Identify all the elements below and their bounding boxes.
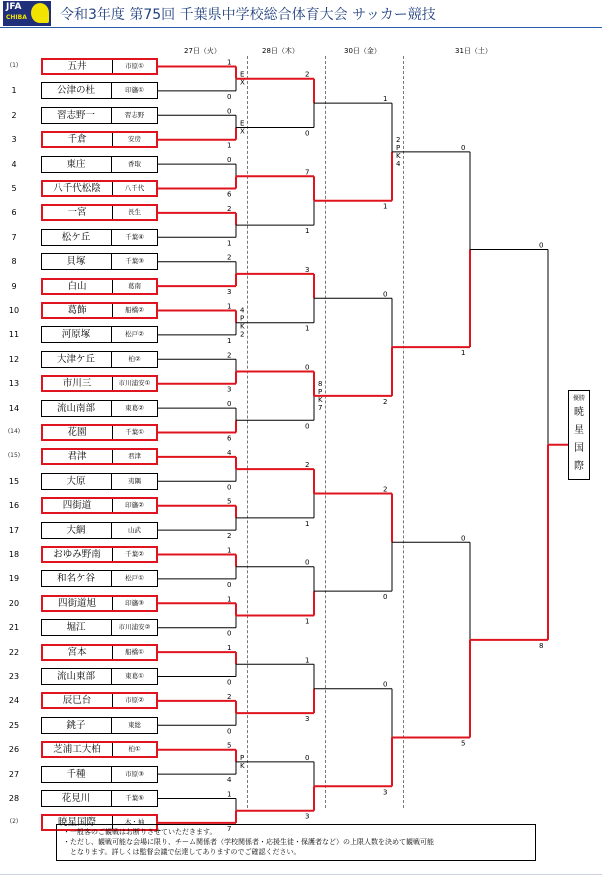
match-score: 2 bbox=[227, 204, 232, 213]
team-name: 東庄 bbox=[66, 158, 86, 170]
team-area: 君津 bbox=[128, 452, 141, 461]
match-score: 0 bbox=[305, 753, 310, 762]
match-note: 7 bbox=[318, 403, 323, 412]
match-score: 0 bbox=[461, 143, 466, 152]
champion-name-char: 際 bbox=[574, 461, 584, 472]
match-note: 8 bbox=[318, 379, 323, 388]
bracket-number: 26 bbox=[8, 745, 20, 755]
match-score: 0 bbox=[305, 363, 310, 372]
match-score: 0 bbox=[305, 558, 310, 567]
match-score: 1 bbox=[227, 595, 232, 604]
champion-box bbox=[568, 390, 590, 480]
team-name: 花園 bbox=[67, 427, 87, 438]
champion-label: 優勝 bbox=[572, 395, 585, 402]
champion-name-char: 国 bbox=[574, 443, 584, 454]
bracket-number: 7 bbox=[11, 232, 17, 242]
team-name: 白山 bbox=[67, 280, 87, 292]
bracket-number: 12 bbox=[8, 354, 20, 364]
team-name: 八千代松陰 bbox=[53, 183, 101, 194]
match-score: 0 bbox=[305, 129, 310, 138]
match-score: 1 bbox=[305, 656, 310, 665]
team-area: 千葉① bbox=[125, 428, 144, 436]
champion-name bbox=[569, 404, 589, 476]
logo-text: JFA bbox=[6, 2, 22, 12]
bracket-number: 5 bbox=[11, 184, 17, 193]
team-name: 流山東部 bbox=[56, 671, 95, 682]
team-name: 市川三 bbox=[62, 378, 92, 390]
team-name: 千倉 bbox=[67, 134, 87, 146]
match-score: 1 bbox=[227, 644, 232, 653]
match-note: X bbox=[240, 78, 245, 87]
match-score: 0 bbox=[383, 680, 388, 689]
match-score: 2 bbox=[227, 253, 232, 262]
bracket-number: 24 bbox=[8, 696, 20, 706]
team-area: 夷隅 bbox=[128, 476, 141, 485]
match-note: K bbox=[240, 322, 245, 331]
match-note: K bbox=[396, 151, 401, 160]
match-score: 5 bbox=[461, 739, 466, 748]
match-score: 3 bbox=[227, 288, 232, 297]
team-name: 四街道旭 bbox=[57, 597, 96, 609]
team-area: 松戸② bbox=[125, 330, 144, 339]
team-name: 君津 bbox=[67, 451, 87, 463]
note-line: ・ただし、観戦可能な会場に限り、チーム関係者（学校関係者・応援生徒・保護者など）の上限人数を決めて観戦可能 bbox=[63, 838, 434, 846]
bracket-number: (1) bbox=[9, 62, 19, 69]
team-area: 千葉② bbox=[125, 550, 144, 558]
match-score: 1 bbox=[461, 349, 466, 358]
bracket-number: 25 bbox=[8, 720, 20, 730]
date-round1: 27日（火） bbox=[184, 47, 221, 55]
bracket-number: 14 bbox=[8, 403, 20, 413]
team-area: 柏① bbox=[128, 745, 141, 754]
match-score: 1 bbox=[227, 336, 232, 345]
match-score: 8 bbox=[539, 641, 544, 650]
match-score: 0 bbox=[227, 629, 232, 638]
bracket-number: 13 bbox=[8, 379, 20, 389]
match-score: 0 bbox=[227, 580, 232, 589]
team-name: 河原塚 bbox=[61, 329, 91, 341]
bracket-number: 6 bbox=[11, 208, 17, 218]
bracket-number: 18 bbox=[8, 550, 20, 559]
team-name: 五井 bbox=[67, 61, 87, 72]
team-area: 市原② bbox=[125, 696, 144, 705]
bracket-number: (2) bbox=[9, 818, 19, 826]
match-score: 3 bbox=[305, 812, 310, 821]
match-note: K bbox=[240, 761, 245, 770]
match-note: 4 bbox=[240, 306, 245, 315]
note-line: ・一般客のご観戦はお断りさせていただきます。 bbox=[63, 828, 217, 836]
match-score: 0 bbox=[539, 241, 544, 250]
match-note: K bbox=[318, 395, 323, 404]
bracket-number: 10 bbox=[8, 306, 20, 315]
match-note: 4 bbox=[396, 159, 401, 168]
match-score: 2 bbox=[227, 351, 232, 360]
match-score: 2 bbox=[383, 397, 388, 406]
match-score: 6 bbox=[227, 434, 232, 443]
team-area: 八千代 bbox=[124, 184, 145, 192]
match-score: 2 bbox=[305, 70, 310, 79]
bracket-number: 27 bbox=[8, 769, 20, 779]
match-score: 3 bbox=[227, 385, 232, 394]
match-score: 0 bbox=[383, 290, 388, 299]
team-area: 習志野 bbox=[124, 110, 145, 119]
date-round2: 28日（木） bbox=[262, 47, 299, 55]
match-score: 2 bbox=[305, 461, 310, 470]
team-area: 千葉④ bbox=[125, 232, 144, 241]
bracket-number: (14) bbox=[7, 428, 21, 435]
team-area: 船橋① bbox=[125, 647, 144, 656]
team-name: 流山南部 bbox=[56, 402, 95, 414]
match-score: 3 bbox=[305, 265, 310, 274]
match-score: 2 bbox=[227, 532, 232, 541]
team-area: 葛南 bbox=[128, 281, 141, 290]
team-area: 東葛② bbox=[125, 403, 144, 412]
match-note: P bbox=[240, 314, 245, 323]
bracket-number: 4 bbox=[11, 159, 17, 169]
team-name: 堀江 bbox=[66, 622, 86, 634]
team-area: 千葉⑤ bbox=[125, 794, 144, 802]
team-name: 銚子 bbox=[66, 719, 86, 731]
champion-name-char: 暁 bbox=[574, 407, 584, 418]
team-area: 松戸① bbox=[125, 574, 144, 583]
match-score: 0 bbox=[227, 678, 232, 687]
match-score: 3 bbox=[305, 715, 310, 724]
bracket-number: 16 bbox=[8, 501, 20, 511]
match-score: 7 bbox=[305, 168, 310, 177]
match-score: 4 bbox=[227, 776, 232, 785]
match-score: 1 bbox=[227, 141, 232, 150]
team-name: 一宮 bbox=[67, 207, 87, 219]
logo-subtext: CHIBA bbox=[6, 14, 27, 21]
team-name: 花見川 bbox=[61, 793, 91, 804]
match-note: E bbox=[240, 70, 245, 79]
team-name: 葛飾 bbox=[67, 305, 87, 316]
match-note: E bbox=[240, 119, 245, 128]
team-name: 暁星国際 bbox=[57, 817, 96, 829]
match-score: 0 bbox=[227, 483, 232, 492]
match-score: 2 bbox=[227, 692, 232, 701]
bracket-number: 21 bbox=[8, 623, 20, 633]
team-name: 辰巳台 bbox=[62, 695, 92, 707]
match-score: 0 bbox=[461, 534, 466, 543]
match-score: 5 bbox=[227, 741, 232, 750]
bracket-number: 19 bbox=[8, 574, 20, 584]
match-score: 1 bbox=[305, 519, 310, 528]
team-area: 市原③ bbox=[125, 769, 144, 778]
match-score: 0 bbox=[227, 107, 232, 116]
bracket-number: 17 bbox=[8, 525, 20, 535]
team-area: 柏② bbox=[128, 354, 141, 363]
team-name: 和名ケ谷 bbox=[56, 573, 95, 585]
team-area: 印旛② bbox=[125, 501, 144, 510]
match-note: P bbox=[318, 387, 323, 396]
match-score: 1 bbox=[227, 546, 232, 555]
team-area: 長生 bbox=[128, 208, 141, 217]
team-area: 香取 bbox=[128, 159, 141, 168]
date-round3: 30日（金） bbox=[344, 47, 381, 55]
team-area: 東葛① bbox=[125, 672, 144, 680]
team-name: おゆみ野南 bbox=[53, 549, 101, 560]
bracket-number: 28 bbox=[8, 794, 20, 803]
team-area: 市川浦安② bbox=[118, 623, 151, 632]
match-score: 0 bbox=[305, 422, 310, 431]
team-name: 習志野一 bbox=[56, 109, 95, 121]
match-score: 2 bbox=[383, 485, 388, 494]
date-final: 31日（土） bbox=[455, 47, 492, 55]
team-name: 貝塚 bbox=[66, 256, 86, 268]
team-area: 木・袖 bbox=[124, 818, 145, 827]
match-score: 1 bbox=[227, 302, 232, 311]
bracket-number: (15) bbox=[7, 452, 21, 460]
match-score: 1 bbox=[227, 790, 232, 799]
match-score: 7 bbox=[227, 824, 232, 833]
team-area: 市原① bbox=[125, 62, 144, 70]
team-name: 四街道 bbox=[62, 500, 92, 512]
team-area: 市川浦安① bbox=[118, 379, 151, 388]
team-area: 千葉③ bbox=[125, 257, 144, 266]
team-area: 安房 bbox=[128, 135, 141, 144]
team-area: 船橋② bbox=[125, 306, 144, 314]
footer-divider bbox=[0, 874, 602, 875]
match-score: 4 bbox=[227, 448, 232, 457]
match-score: 0 bbox=[227, 400, 232, 409]
notes-box bbox=[56, 824, 536, 861]
team-name: 大網 bbox=[66, 524, 86, 536]
bracket-number: 23 bbox=[8, 672, 20, 681]
match-score: 1 bbox=[305, 617, 310, 626]
match-score: 0 bbox=[227, 727, 232, 736]
match-note: P bbox=[396, 143, 401, 152]
match-score: 3 bbox=[383, 788, 388, 797]
bracket-number: 2 bbox=[11, 110, 17, 120]
match-note: P bbox=[240, 753, 245, 762]
team-area: 山武 bbox=[128, 525, 141, 534]
match-score: 5 bbox=[227, 497, 232, 506]
match-score: 0 bbox=[227, 156, 232, 165]
bracket-number: 11 bbox=[8, 330, 20, 340]
match-note: X bbox=[240, 127, 245, 136]
team-name: 芝浦工大柏 bbox=[53, 744, 101, 756]
match-score: 0 bbox=[383, 593, 388, 602]
bracket-number: 1 bbox=[11, 86, 17, 96]
match-score: 1 bbox=[227, 58, 232, 67]
champion-name-char: 星 bbox=[574, 425, 584, 436]
team-area: 印旛① bbox=[125, 86, 144, 95]
bracket-number: 3 bbox=[11, 135, 17, 145]
match-score: 1 bbox=[383, 202, 388, 211]
match-score: 6 bbox=[227, 190, 232, 199]
match-note: 2 bbox=[240, 330, 245, 339]
match-score: 1 bbox=[227, 239, 232, 248]
team-area: 東総 bbox=[128, 720, 141, 729]
match-score: 1 bbox=[305, 227, 310, 236]
bracket-number: 22 bbox=[8, 647, 20, 657]
team-area: 印旛③ bbox=[125, 598, 144, 607]
match-score: 1 bbox=[305, 324, 310, 333]
team-name: 千種 bbox=[66, 768, 86, 780]
team-name: 大津ケ丘 bbox=[56, 353, 95, 365]
page-title: 令和3年度 第75回 千葉県中学校総合体育大会 サッカー競技 bbox=[60, 7, 436, 23]
match-score: 1 bbox=[383, 95, 388, 104]
team-name: 松ケ丘 bbox=[61, 231, 91, 243]
bracket-number: 15 bbox=[8, 476, 20, 486]
note-line: となります。詳しくは監督会議で伝達してありますのでご確認ください。 bbox=[63, 848, 301, 856]
match-score: 0 bbox=[227, 92, 232, 101]
team-name: 大原 bbox=[66, 475, 86, 487]
team-name: 宮本 bbox=[67, 646, 87, 658]
bracket-number: 20 bbox=[8, 598, 20, 608]
bracket-number: 8 bbox=[11, 257, 17, 267]
match-note: 2 bbox=[396, 135, 401, 144]
team-name: 公津の杜 bbox=[56, 85, 95, 97]
bracket-number: 9 bbox=[11, 281, 17, 291]
